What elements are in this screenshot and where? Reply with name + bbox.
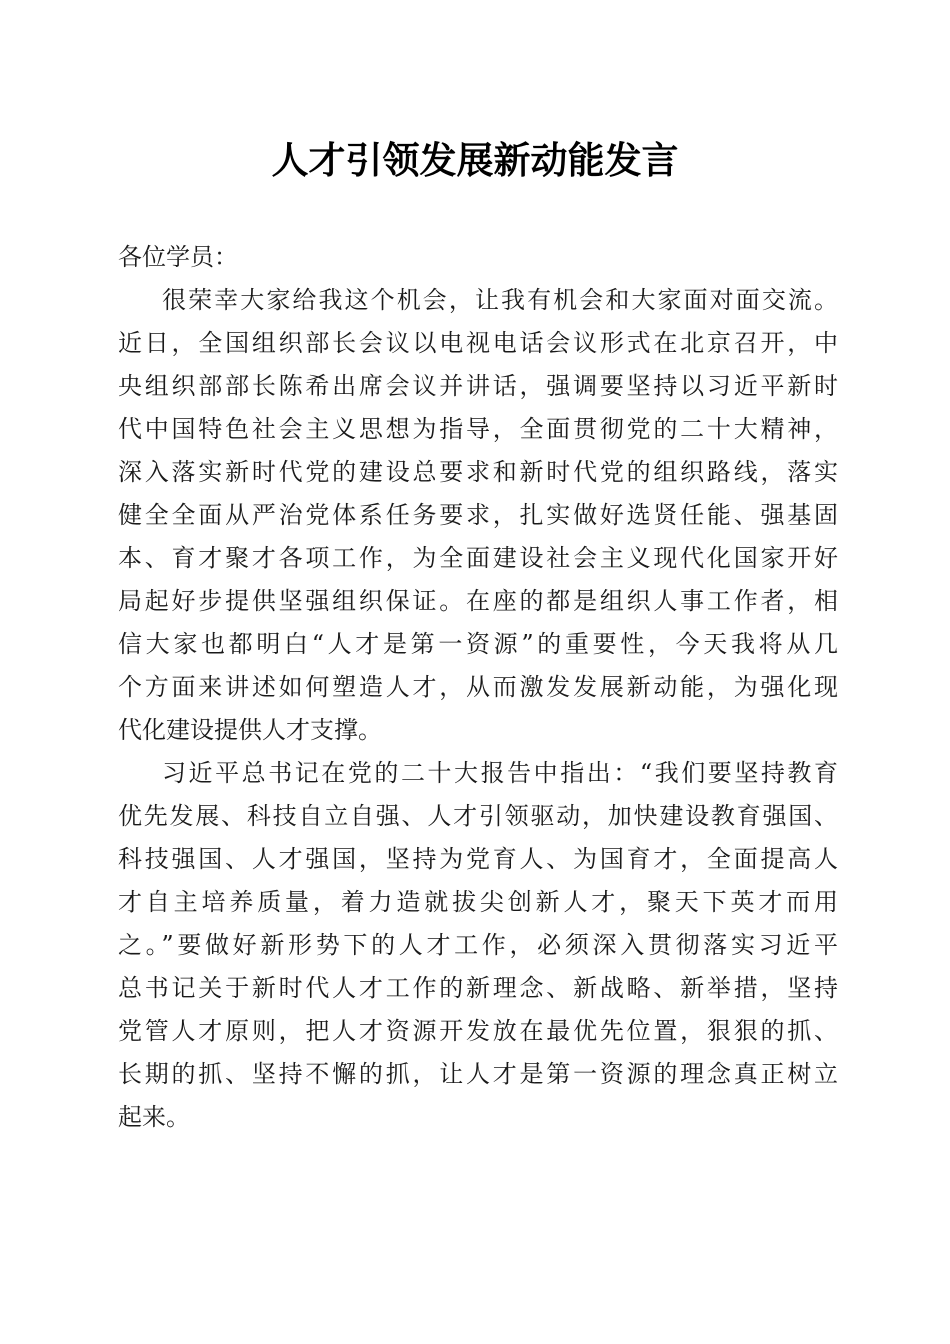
paragraph-line: 才自主培养质量，着力造就拔尖创新人才，聚天下英才而用 <box>118 888 838 916</box>
document-body <box>118 236 838 1139</box>
paragraph-1 <box>118 279 838 752</box>
paragraph-line: 局起好步提供坚强组织保证。在座的都是组织人事工作者，相 <box>118 587 838 615</box>
paragraph-line: 本、育才聚才各项工作，为全面建设社会主义现代化国家开好 <box>118 544 838 572</box>
document-title: 人才引领发展新动能发言 <box>271 138 679 182</box>
paragraph-line: 之。”要做好新形势下的人才工作，必须深入贯彻落实习近平 <box>118 931 838 959</box>
paragraph-line: 起来。 <box>118 1103 190 1131</box>
paragraph-line: 深入落实新时代党的建设总要求和新时代党的组织路线，落实 <box>118 458 838 486</box>
paragraph-line: 科技强国、人才强国，坚持为党育人、为国育才，全面提高人 <box>118 845 838 873</box>
paragraph-2 <box>118 752 838 1139</box>
paragraph-line: 优先发展、科技自立自强、人才引领驱动，加快建设教育强国、 <box>118 802 838 830</box>
paragraph-line: 个方面来讲述如何塑造人才，从而激发发展新动能，为强化现 <box>118 673 838 701</box>
salutation: 各位学员： <box>118 243 238 271</box>
paragraph-line: 健全全面从严治党体系任务要求，扎实做好选贤任能、强基固 <box>118 501 838 529</box>
paragraph-line: 很荣幸大家给我这个机会，让我有机会和大家面对面交流。 <box>162 286 838 314</box>
paragraph-line: 近日，全国组织部长会议以电视电话会议形式在北京召开，中 <box>118 329 838 357</box>
paragraph-line: 长期的抓、坚持不懈的抓，让人才是第一资源的理念真正树立 <box>118 1060 838 1088</box>
paragraph-line: 习近平总书记在党的二十大报告中指出：“我们要坚持教育 <box>162 759 838 787</box>
paragraph-line: 党管人才原则，把人才资源开发放在最优先位置，狠狠的抓、 <box>118 1017 838 1045</box>
paragraph-line: 总书记关于新时代人才工作的新理念、新战略、新举措，坚持 <box>118 974 838 1002</box>
paragraph-line: 信大家也都明白“人才是第一资源”的重要性，今天我将从几 <box>118 630 838 658</box>
paragraph-line: 代化建设提供人才支撑。 <box>118 716 382 744</box>
paragraph-line: 央组织部部长陈希出席会议并讲话，强调要坚持以习近平新时 <box>118 372 838 400</box>
paragraph-line: 代中国特色社会主义思想为指导，全面贯彻党的二十大精神， <box>118 415 838 443</box>
